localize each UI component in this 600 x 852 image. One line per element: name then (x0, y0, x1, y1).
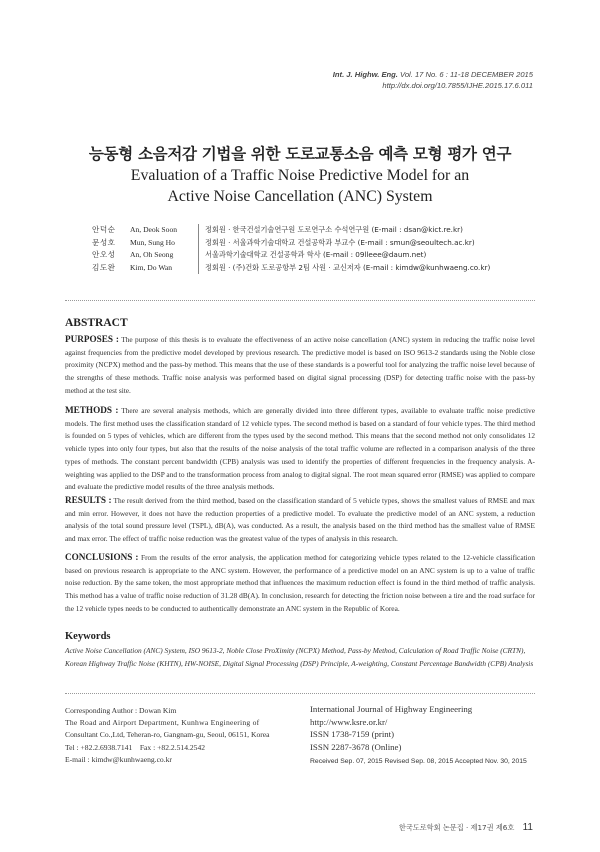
author-affiliation: 서울과학기술대학교 건설공학과 학사 (E-mail : 09lleee@daum.net) (205, 250, 427, 260)
methods-text: There are several analysis methods, which are generally divided into three different types, available to evaluate traffic noise predictive models. The first method uses the classification standard of 12 vehicle types. The second method is based on a standard of four vehicle types. The third method is founded on 5 types of vehicles, which are different from the types used by the second method. This means that the second method not only consolidates 12 vehicle types into only four types, but also that the results of the noise analysis of the total traffic volume are reflected in a comparison analysis of the three types of methods. The constant percent bandwidth (CPB) analysis was used to identify the properties of different frequencies in the frequency analysis. A-weighting was applied to the DSP and to the transformation process from analog to digital signal. The root mean squared error (RMSE) was applied to compare and evaluate the predictive model results of the three analysis methods. (65, 406, 535, 492)
conclusions-label: CONCLUSIONS : (65, 552, 139, 562)
author-divider (198, 249, 199, 262)
keywords-heading: Keywords (65, 631, 111, 642)
journal-name: International Journal of Highway Engineering (310, 704, 473, 714)
english-title-line2: Active Noise Cancellation (ANC) System (167, 188, 433, 205)
journal-abbrev: Int. J. Highw. Eng. (332, 70, 398, 79)
author-divider (198, 224, 199, 237)
accepted-date: Nov. 30, 2015 (484, 758, 527, 765)
english-title-line1: Evaluation of a Traffic Noise Predictive Model for an (130, 167, 470, 184)
author-affiliation: 정회원 · (주)건화 도로공항부 2팀 사원 · 교신저자 (E-mail : kimdw@kunhwaeng.co.kr) (205, 262, 491, 272)
correspondence-block (65, 705, 305, 766)
author-divider (198, 262, 199, 275)
correspondence-address-1: The Road and Airport Department, Kunhwa Engineering of (65, 718, 260, 728)
author-name-ko: 안오성 (92, 250, 116, 260)
conclusions-paragraph (65, 551, 535, 616)
author-name-ko: 문성호 (92, 237, 116, 247)
journal-header (333, 69, 533, 80)
accepted-label: Accepted (454, 758, 484, 765)
purposes-label: PURPOSES : (65, 334, 119, 344)
page-footer (399, 822, 533, 833)
section-divider (65, 300, 535, 301)
purposes-text: The purpose of this thesis is to evaluate the effectiveness of an active noise cancellation (ANC) system in reducing the traffic noise level against frequencies from the predictive model developed by previous research. The predictive model is based on ISO 9613-2 standards using the Noble close proximity (NCPX) method and the pass-by method. This means that the use of these standards is a powerful tool for analyzing the traffic noise level because of the strengths of these methods. Traffic noise analysis was performed based on digital signal processing (DSP) for detecting traffic noise with the pass-by method at the test site. (65, 335, 535, 395)
methods-paragraph (65, 404, 535, 494)
results-paragraph (65, 494, 535, 546)
author-name-en: Kim, Do Wan (130, 262, 173, 272)
revised-label: Revised (384, 758, 410, 765)
footer-journal: 한국도로학회 논문집 · 제17권 제6호 (398, 823, 515, 832)
keywords-text: Active Noise Cancellation (ANC) System, ISO 9613-2, Noble Close ProXimity (NCPX) Method, Pass-by Method, Calculation of Road Traffic Noise (CRTN), Korean Highway Traffic Noise (KHTN), HW-NOISE, Digital Signal Processing (DSP) Principle, A-weighting, Constant Percentage Bandwidth (CPB) Analysis (65, 646, 534, 668)
purposes-paragraph (65, 333, 535, 398)
author-divider (198, 237, 199, 250)
author-affiliation: 정회원 · 서울과학기술대학교 건설공학과 부교수 (E-mail : smun@seoultech.ac.kr) (205, 237, 475, 247)
correspondence-phone: Tel : +82.2.6938.7141 Fax : +82.2.514.2542 (65, 742, 206, 752)
received-date: Sep. 07, 2015 (340, 758, 383, 765)
section-divider (65, 693, 535, 694)
revised-date: Sep. 08, 2015 (410, 758, 454, 765)
results-text: The result derived from the third method, based on the classification standard of 5 vehicle types, shows the smallest values of RMSE and max and min error. However, it does not have the reduction properties of a predictive model. To evaluate the predictive model of an ANC system, a reduction analysis of the total sound pressure level (TSPL), dB(A), was conducted. As a result, the analysis based on the third method has the smallest value of RMSE and max error. The effect of traffic noise reduction was the greatest value of the types of analysis in this research. (65, 496, 535, 544)
methods-label: METHODS : (65, 405, 119, 415)
correspondence-address-2: Consultant Co.,Ltd, Teheran-ro, Gangnam-gu, Seoul, 06151, Korea (65, 730, 270, 740)
author-row (92, 237, 542, 250)
volume-info: Vol. 17 No. 6 : 11-18 DECEMBER 2015 (400, 70, 533, 79)
author-row (92, 249, 542, 262)
author-name-ko: 김도완 (92, 262, 116, 272)
issn-online: ISSN 2287-3678 (Online) (310, 741, 402, 752)
author-name-en: An, Deok Soon (130, 225, 178, 234)
author-row (92, 224, 542, 237)
author-row (92, 262, 542, 275)
author-name-ko: 안덕순 (92, 225, 116, 234)
corresponding-author: Corresponding Author : Dowan Kim (65, 706, 177, 715)
journal-info-block (310, 703, 540, 753)
english-title (0, 165, 600, 207)
author-list (92, 224, 542, 274)
korean-title: 능동형 소음저감 기법을 위한 도로교통소음 예측 모형 평가 연구 (88, 145, 512, 163)
submission-dates (310, 758, 527, 765)
author-name-en: Mun, Sung Ho (130, 237, 175, 247)
abstract-heading: ABSTRACT (65, 317, 128, 329)
author-affiliation: 정회원 · 한국건설기술연구원 도로연구소 수석연구원 (E-mail : dsan@kict.re.kr) (205, 225, 463, 234)
doi-link[interactable]: http://dx.doi.org/10.7855/IJHE.2015.17.6.011 (382, 81, 533, 90)
author-name-en: An, Oh Seong (130, 250, 174, 260)
journal-url[interactable]: http://www.ksre.or.kr/ (310, 716, 388, 727)
conclusions-text: From the results of the error analysis, the application method for categorizing vehicle types related to the 12-vehicle classification based on previous research is appropriate to the ANC system. However, the performance of a predictive model on an ANC system is up to a value of traffic noise reduction. By the same token, the most appropriate method that influences the maximum reduction effect is found in the third method of traffic analysis. This method has a value of traffic noise reduction of 31.28 dB(A). In conclusion, research for detecting the friction noise between a tire and the road surface for the 12 vehicle types needs to be conducted to authentically demonstrate an ANC system in the Republic of Korea. (65, 553, 535, 613)
issn-print: ISSN 1738-7159 (print) (310, 729, 395, 740)
correspondence-email: E-mail : kimdw@kunhwaeng.co.kr (65, 754, 172, 764)
results-label: RESULTS : (65, 495, 112, 505)
page-number: 11 (522, 822, 533, 833)
received-label: Received (310, 758, 339, 765)
